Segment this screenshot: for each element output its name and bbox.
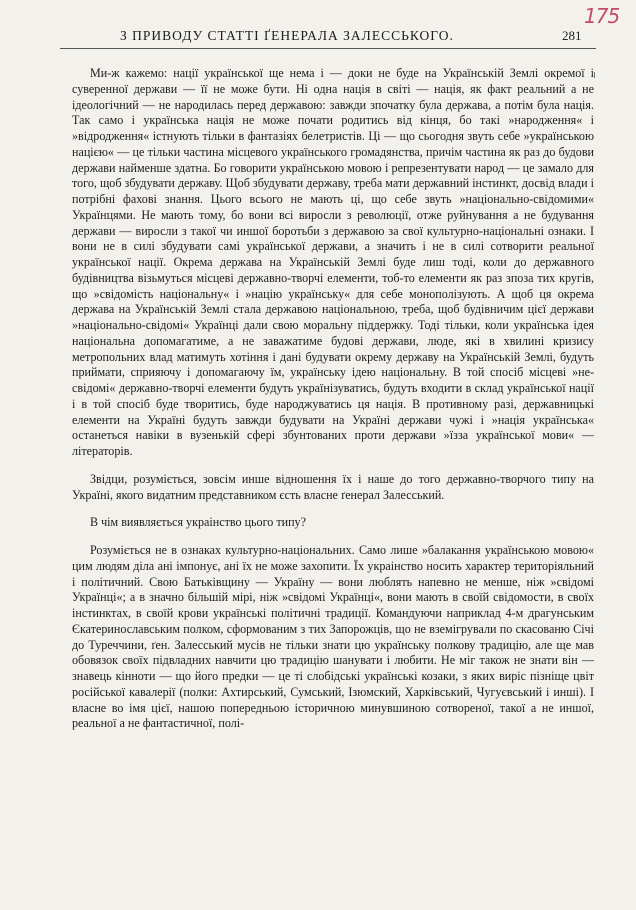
paragraph-4: Розуміється не в ознаках культурно-національних. Само лише »балакання українською мовою« цим людям діла ані імпонує, ані їх не може захопити. Їх украінство носить характер територіяльний і політичний. Свою Батьківщину — Україну — вони люблять напевно не менше, ніж »свідомі Українці«; а в значно більшій мірі, ніж »свідомі Українці«, вони мають в своїй свідомости, в своїх інстинктах, в своїй крови українські політичні традиції. Командуючи наприклад 4-м драгунським Єкатеринославським полком, сформованим з тих Запорожців, що не вземігрували по скасованю Січі до Туреччини, ґен. Залесський мусів не тільки знати цю українську полкову традицію, але ще мав обовязок своїх підвладних навчити цю традицію шанувати і любити. Не міг також не знати він — знавець кінноти — що його предки — це ті слобідські українські козаки, з яких виріс пізніще цвіт російської кавалерії (полки: Ахтирський, Сумський, Ізюмский, Харківський, Чугуєвський і инші). І власне во імя цієї, нашою попередньою історичною минувшиною сотвореної, такої а не иншої, реальної а не фантастичної, полі-	[72, 543, 594, 731]
running-title: З ПРИВОДУ СТАТТІ ҐЕНЕРАЛА ЗАЛЕССЬКОГО.	[120, 28, 454, 43]
page-number: 281	[562, 28, 582, 43]
paragraph-3: В чім виявляється украінство цього типу?	[90, 515, 306, 530]
header-rule	[60, 48, 596, 49]
paragraph-2: Звідци, розуміється, зовсім инше відношення їх і наше до того державно-творчого типу на Україні, якого видатним представником єсть власне ґенерал Залесський.	[72, 471, 594, 502]
paragraph-1: Ми-ж кажемо: нації української ще нема і — доки не буде на Українській Землі окремої і суверенної держави — її не може бути. Ні одна нація в світі — нація, як факт реальний а не ідеологічний — не народилась перед державою: завжди зпочатку була держава, а потім була нація. Так само і українська нація не може почати родитись від кінця, бо такі »народження« і »відродження« істнують тільки в фантазіях белетристів. Ці — що сьогодня звуть себе »українською нацією« — це тільки частина місцевого українського громадянства, причім частина як раз до будови держави найменше здатна. Бо говорити українською мовою і репрезентувати народ — це замало для того, щоб збудувати державу. Щоб збудувати державу, треба мати державний інстинкт, досвід влади і потрібні фахові знання. Цього всього не мають ці, що себе звуть »національно-свідомими« Українцями. Не мають тому, бо вони всі виросли з революції, отже руйнування а не будування держави — виросли з такої чи иншої боротьби з державою за свої культурно-національні ознаки. І вони не в силі збудувати самі української держави, а значить і не в силі сотворити реальної української нації. Окрема держава на Українській Землі буде лиш тоді, коли до державного будівництва візьмуться місцеві державно-творчі елементи, тоб-то елементи як раз зпоза тих кругів, що »свідомість національну« і »націю українську« для себе монополізують. А щоб ця окрема держава на Українській Землі стала державою національною, треба, щоб будівничим цієї держави »національно-свідомі« Українці дали свою моральну піддержку. Тоді тільки, коли українська ідея національна допомагатиме, а не заважатиме будові держави, люде, які в хвилині кризису метропольних влад матимуть хотіння і дані будувати окрему державу на Українській Землі, будуть приймати, сприяючу і допомагаючу їм, українську ідею національну. В той спосіб місцеві »не-свідомі« державно-творчі елементи будуть українізуватись, будуть входити в склад української нації і в той спосіб буде творитись, буде народжуватись ця нація. В противному разі, державницькі елементи на Україні будуть завжди будувати на Україні держави чужі і »нація українська« останеться навіки в вузенькій сфері збунтованих проти держави »їзза української мови« — літераторів.	[72, 66, 594, 458]
archive-number: 175	[584, 4, 620, 28]
margin-mark	[594, 72, 595, 78]
body-text	[72, 66, 594, 732]
